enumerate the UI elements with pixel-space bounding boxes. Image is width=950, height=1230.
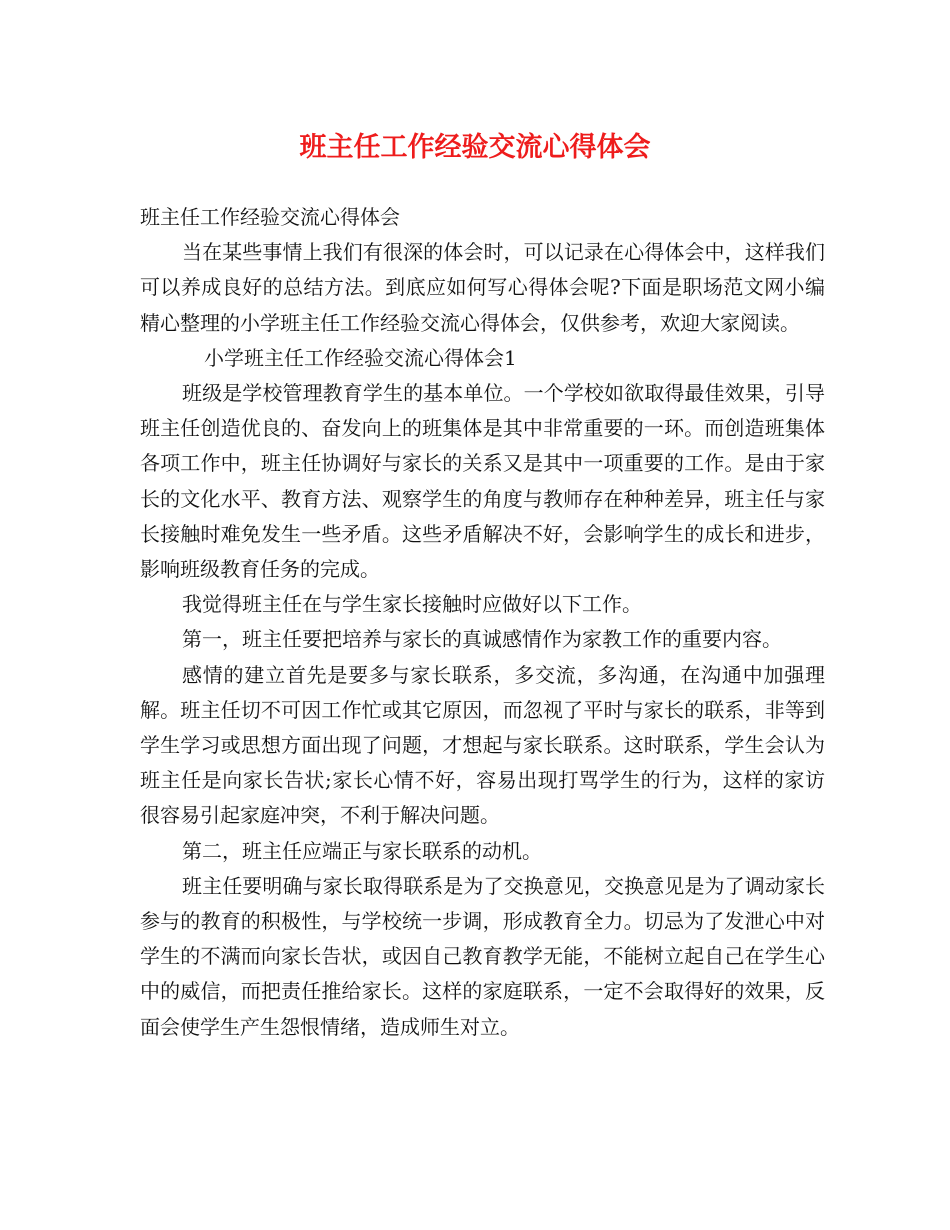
document-title: 班主任工作经验交流心得体会 bbox=[299, 132, 651, 163]
body-paragraph: 班主任要明确与家长取得联系是为了交换意见，交换意见是为了调动家长参与的教育的积极性，与学校统一步调，形成教育全力。切忌为了发泄心中对学生的不满而向家长告状，或因自己教育教学无能，不能树立起自己在学生心中的威信，而把责任推给家长。这样的家庭联系，一定不会取得好的效果，反面会使学生产生怨恨情绪，造成师生对立。 bbox=[140, 873, 825, 1039]
body-paragraph: 班级是学校管理教育学生的基本单位。一个学校如欲取得最佳效果，引导班主任创造优良的、奋发向上的班集体是其中非常重要的一环。而创造班集体各项工作中，班主任协调好与家长的关系又是其中一项重要的工作。是由于家长的文化水平、教育方法、观察学生的角度与教师存在种种差异，班主任与家长接触时难免发生一些矛盾。这些矛盾解决不好，会影响学生的成长和进步，影响班级教育任务的完成。 bbox=[140, 381, 825, 582]
body-paragraph: 我觉得班主任在与学生家长接触时应做好以下工作。 bbox=[182, 592, 642, 617]
body-paragraph: 感情的建立首先是要多与家长联系，多交流，多沟通，在沟通中加强理解。班主任切不可因工作忙或其它原因，而忽视了平时与家长的联系，非等到学生学习或思想方面出现了问题，才想起与家长联系。这时联系，学生会认为班主任是向家长告状;家长心情不好，容易出现打骂学生的行为，这样的家访很容易引起家庭冲突，不利于解决问题。 bbox=[140, 662, 825, 828]
intro-paragraph: 当在某些事情上我们有很深的体会时，可以记录在心得体会中，这样我们可以养成良好的总结方法。到底应如何写心得体会呢?下面是职场范文网小编精心整理的小学班主任工作经验交流心得体会，仅供参考，欢迎大家阅读。 bbox=[140, 240, 825, 335]
section-heading: 小学班主任工作经验交流心得体会1 bbox=[204, 345, 517, 370]
document-heading-repeat: 班主任工作经验交流心得体会 bbox=[140, 205, 400, 229]
point-heading: 第一，班主任要把培养与家长的真诚感情作为家教工作的重要内容。 bbox=[182, 627, 782, 652]
point-heading: 第二，班主任应端正与家长联系的动机。 bbox=[182, 838, 542, 863]
document-body bbox=[140, 200, 825, 1045]
